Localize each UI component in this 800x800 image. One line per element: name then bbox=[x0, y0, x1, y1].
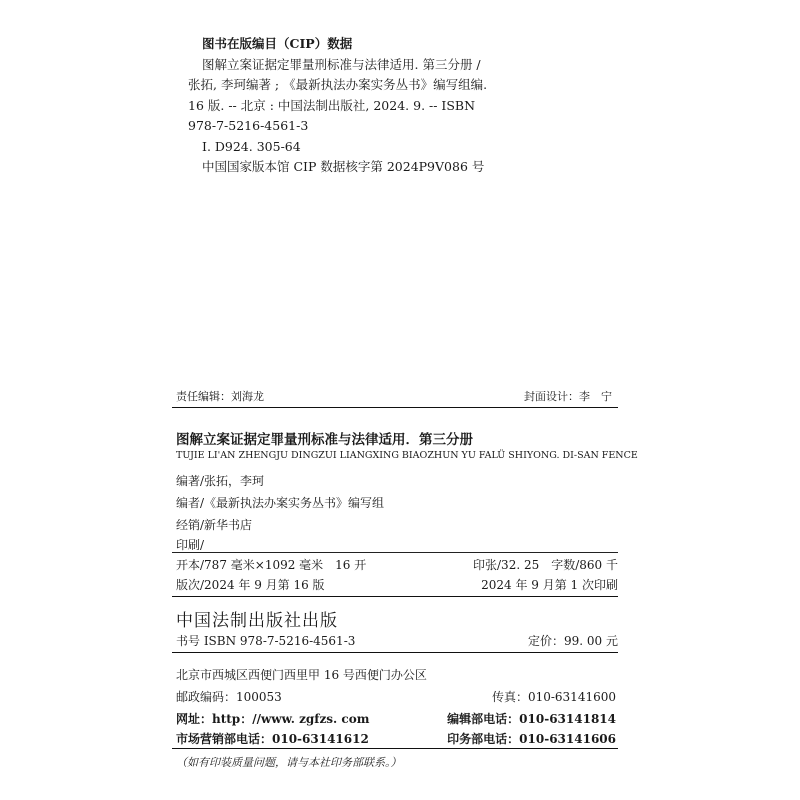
divider bbox=[172, 407, 618, 408]
cip-block bbox=[188, 34, 628, 178]
website: 网址：http：//www. zgfzs. com bbox=[176, 712, 370, 726]
cip-class-number: Ⅰ. D924. 305-64 bbox=[202, 138, 301, 154]
cip-csn: 中国国家版本馆 CIP 数据核字第 2024P9V086 号 bbox=[202, 159, 485, 174]
responsible-editor: 责任编辑：刘海龙 bbox=[176, 390, 264, 403]
quality-note: （如有印装质量问题，请与本社印务部联系。） bbox=[176, 756, 402, 769]
publisher-address: 北京市西城区西便门西里甲 16 号西便门办公区 bbox=[176, 668, 427, 682]
publisher-name: 中国法制出版社出版 bbox=[176, 611, 338, 631]
marketing-phone: 市场营销部电话：010-63141612 bbox=[176, 732, 369, 746]
book-author: 编著/张拓，李珂 bbox=[176, 474, 265, 488]
postcode: 邮政编码：100053 bbox=[176, 690, 282, 704]
divider bbox=[172, 652, 618, 653]
cip-line-4: 978-7-5216-4561-3 bbox=[188, 118, 309, 133]
cip-heading: 图书在版编目（CIP）数据 bbox=[202, 36, 353, 51]
book-isbn: 书号 ISBN 978-7-5216-4561-3 bbox=[176, 634, 356, 648]
cip-line-2: 张拓, 李珂编著 ; 《最新执法办案实务丛书》编写组编. bbox=[188, 77, 488, 92]
book-sheets: 印张/32. 25 字数/860 千 bbox=[473, 558, 618, 572]
book-price: 定价：99. 00 元 bbox=[528, 634, 618, 648]
divider bbox=[172, 596, 618, 597]
divider bbox=[172, 748, 618, 749]
cip-line-3: 16 版. -- 北京 : 中国法制出版社, 2024. 9. -- ISBN bbox=[188, 97, 476, 113]
printing-phone: 印务部电话：010-63141606 bbox=[447, 732, 616, 746]
book-format: 开本/787 毫米×1092 毫米 16 开 bbox=[176, 558, 367, 572]
cover-designer: 封面设计：李 宁 bbox=[524, 390, 612, 403]
book-title-pinyin: TUJIE LI'AN ZHENGJU DINGZUI LIANGXING BIAOZHUN YU FALÜ SHIYONG. DI-SAN FENCE bbox=[176, 450, 638, 461]
book-compiler: 编者/《最新执法办案实务丛书》编写组 bbox=[176, 496, 385, 510]
book-printer: 印刷/ bbox=[176, 538, 205, 552]
book-title: 图解立案证据定罪量刑标准与法律适用．第三分册 bbox=[176, 432, 473, 448]
divider bbox=[172, 552, 618, 553]
book-printing: 2024 年 9 月第 1 次印刷 bbox=[481, 578, 618, 592]
book-edition: 版次/2024 年 9 月第 16 版 bbox=[176, 578, 325, 592]
cip-line-1: 图解立案证据定罪量刑标准与法律适用. 第三分册 / bbox=[202, 56, 481, 72]
book-distributor: 经销/新华书店 bbox=[176, 518, 253, 532]
editorial-phone: 编辑部电话：010-63141814 bbox=[447, 712, 616, 726]
fax: 传真：010-63141600 bbox=[491, 690, 616, 704]
